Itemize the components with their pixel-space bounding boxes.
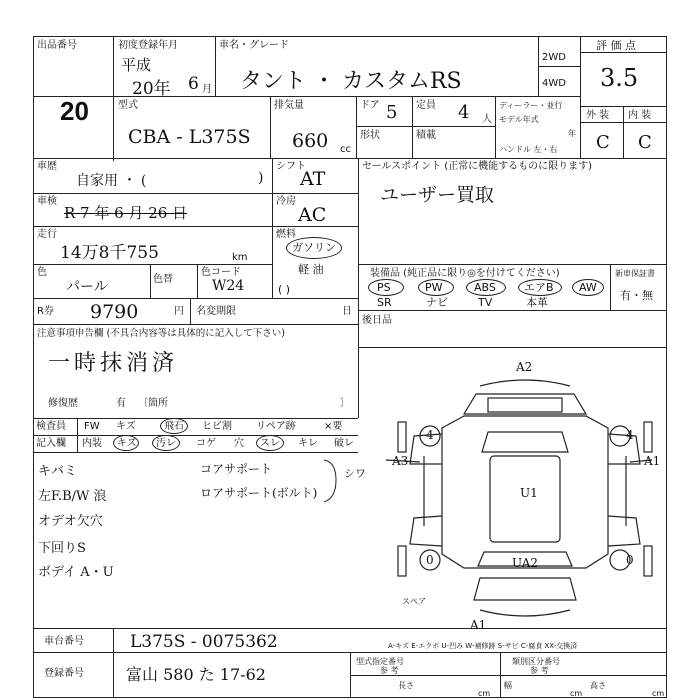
equip-pw: PW xyxy=(425,281,443,294)
mark-u1: U1 xyxy=(520,486,538,500)
equip-aw: AW xyxy=(579,281,597,294)
class-label: 類別区分番号 xyxy=(512,657,560,666)
new-record-value: 有・無 xyxy=(620,289,653,302)
mark-a1-bottom: A1 xyxy=(470,618,487,632)
width-label: 幅 xyxy=(504,681,512,690)
wr-burn: コゲ xyxy=(196,438,216,449)
shift-value: AT xyxy=(300,168,326,190)
mark-4-right: 4 xyxy=(626,428,634,442)
inspection-value: R 7 年 6 月 26 日 xyxy=(64,204,188,222)
interior-value: C xyxy=(638,132,652,153)
new-record-label: 新車保証書 xyxy=(615,269,655,278)
lot-label: 出品番号 xyxy=(37,40,77,51)
remark-brace xyxy=(322,458,342,504)
insp-crack: ヒビ割 xyxy=(202,421,232,432)
first-reg-month-unit: 月 xyxy=(202,84,212,95)
remark-2: 左F.B/W 浪 xyxy=(38,489,107,504)
lot-number: 20 xyxy=(60,96,89,126)
owner-change-unit: 日 xyxy=(342,306,352,317)
inspector-label: 検査員 xyxy=(36,421,66,432)
mileage-unit: km xyxy=(232,252,248,263)
equip-tv: TV xyxy=(478,296,493,309)
reg-label: 登録番号 xyxy=(44,668,84,679)
shape-label: 形状 xyxy=(360,130,380,141)
recycle-unit: 円 xyxy=(174,306,184,317)
displacement-label: 排気量 xyxy=(274,100,304,111)
exterior-label: 外 装 xyxy=(586,110,610,121)
wr-tear: 破レ xyxy=(334,438,354,449)
remark-1: キバミ xyxy=(38,464,78,479)
equip-navi: ナビ xyxy=(426,296,448,309)
drive-2wd: 2WD xyxy=(542,52,566,63)
door-label: ドア xyxy=(360,100,380,111)
wr-rub: スレ xyxy=(260,438,280,449)
equip-airbag: エアB xyxy=(524,281,554,294)
insp-stone: 飛石 xyxy=(164,421,184,432)
wr-scratch: キズ xyxy=(117,438,137,449)
repair-label: 修復歴 xyxy=(48,398,78,409)
color-value: パール xyxy=(66,279,108,295)
insp-fw: FW xyxy=(84,421,100,432)
capacity-value: 4 xyxy=(458,102,470,123)
remark-5: ボデイ A・U xyxy=(38,565,114,580)
history-value: 自家用 ・ ( xyxy=(76,173,147,189)
equip-label: 装備品 (純正品に限り◎を付けてください) xyxy=(370,268,560,279)
handle-label: ハンドル 左・右 xyxy=(499,145,558,154)
mark-0-right: 0 xyxy=(626,553,634,567)
color-label: 色 xyxy=(37,267,47,278)
fuel-paren: ( ) xyxy=(278,283,291,296)
sales-value: ユーザー買取 xyxy=(380,184,495,206)
length-label: 長さ xyxy=(398,681,414,690)
capacity-label: 定員 xyxy=(416,100,436,111)
remark-right-side: シワ xyxy=(344,467,366,480)
remark-right-1: コアサポート xyxy=(200,462,273,476)
ac-value: AC xyxy=(298,204,327,226)
insp-required: ×要 xyxy=(324,421,343,432)
capacity-unit: 人 xyxy=(482,114,492,125)
mark-a3: A3 xyxy=(392,454,409,468)
sales-label: セールスポイント (正常に機能するものに限ります) xyxy=(362,161,593,172)
history-paren-close: ) xyxy=(258,170,264,186)
first-reg-era: 平成 xyxy=(121,56,152,74)
drive-4wd: 4WD xyxy=(542,78,566,89)
color-change-label: 色替 xyxy=(153,274,173,285)
spec-label: 型式指定番号 xyxy=(356,657,404,666)
car-name-label: 車名・グレード xyxy=(219,40,289,51)
displacement-value: 660 xyxy=(292,130,329,152)
spec-ref: 参 考 xyxy=(380,666,399,675)
shift-label: シフト xyxy=(276,161,306,172)
height-label: 高さ xyxy=(590,681,606,690)
mileage-label: 走行 xyxy=(37,229,57,240)
ac-label: 冷房 xyxy=(276,196,296,207)
fuel-gasoline: ガソリン xyxy=(292,241,336,254)
mark-a1-right: A1 xyxy=(644,454,661,468)
equip-leather: 本革 xyxy=(526,296,548,309)
legend: A-キズ E-エクボ U-凹み W-補修跡 S-サビ C-腐食 XX-交換済 xyxy=(388,642,578,650)
wr-hole: 穴 xyxy=(234,438,244,449)
mark-4-left: 4 xyxy=(426,428,434,442)
load-label: 積載 xyxy=(416,130,436,141)
car-name-value: タント ・ カスタムRS xyxy=(240,69,462,94)
owner-change-label: 名変期限 xyxy=(196,306,236,317)
remark-right-2: ロアサポート(ボルト) xyxy=(200,486,318,500)
recycle-label: R券 xyxy=(37,306,54,317)
spare-label: スペア xyxy=(402,597,426,606)
model-year-label: モデル年式 xyxy=(499,115,539,124)
wr-cut: キレ xyxy=(298,438,318,449)
dealer-label: ディーラー・並行 xyxy=(499,101,563,110)
first-reg-label: 初度登録年月 xyxy=(118,40,178,51)
exterior-value: C xyxy=(596,132,610,153)
length-unit: cm xyxy=(478,689,491,698)
equip-abs: ABS xyxy=(474,281,496,294)
insp-scratch: キズ xyxy=(116,421,136,432)
width-unit: cm xyxy=(570,689,583,698)
model-value: CBA - L375S xyxy=(128,126,251,148)
remark-3: オデオ欠穴 xyxy=(38,514,103,529)
repair-close: 〕 xyxy=(340,398,350,409)
insp-repair: リペア跡 xyxy=(256,421,296,432)
color-code-value: W24 xyxy=(212,278,245,294)
height-unit: cm xyxy=(652,689,665,698)
recycle-value: 9790 xyxy=(90,301,139,323)
class-ref: 参 考 xyxy=(530,666,549,675)
score-value: 3.5 xyxy=(600,64,639,92)
repair-value: 有 xyxy=(116,398,126,409)
writer-label: 記入欄 xyxy=(36,438,66,449)
displacement-unit: cc xyxy=(340,144,351,155)
mark-ua2: UA2 xyxy=(512,556,539,570)
repair-place: 〔箇所 xyxy=(138,398,168,409)
mark-a2: A2 xyxy=(516,360,533,374)
first-reg-year: 20年 xyxy=(132,79,171,99)
chassis-label: 車台番号 xyxy=(44,636,84,647)
wr-interior: 内装 xyxy=(82,438,102,449)
wr-dirt: 汚レ xyxy=(156,438,176,449)
equip-ps: PS xyxy=(377,281,391,294)
color-code-label: 色コード xyxy=(201,267,241,278)
mileage-value: 14万8千755 xyxy=(60,243,159,263)
fuel-diesel: 軽 油 xyxy=(298,263,324,276)
reg-value: 富山 580 た 17-62 xyxy=(126,665,266,684)
equip-sr: SR xyxy=(377,296,392,309)
door-value: 5 xyxy=(386,102,398,123)
remark-4: 下回りS xyxy=(38,541,86,556)
inspection-label: 車検 xyxy=(37,196,57,207)
chassis-value: L375S - 0075362 xyxy=(130,632,278,652)
later-label: 後日品 xyxy=(362,315,392,326)
interior-label: 内 装 xyxy=(628,110,652,121)
model-label: 型式 xyxy=(118,100,138,111)
notes-label: 注意事項申告欄 (不具合内容等は具体的に記入して下さい) xyxy=(37,328,285,339)
first-reg-month: 6 xyxy=(188,74,199,94)
fuel-label: 燃料 xyxy=(276,229,296,240)
score-label: 評 価 点 xyxy=(596,39,636,52)
notes-value: 一時抹消済 xyxy=(48,351,179,376)
mark-0-left: 0 xyxy=(426,553,434,567)
year-unit: 年 xyxy=(568,129,576,138)
history-label: 車歴 xyxy=(37,161,57,172)
